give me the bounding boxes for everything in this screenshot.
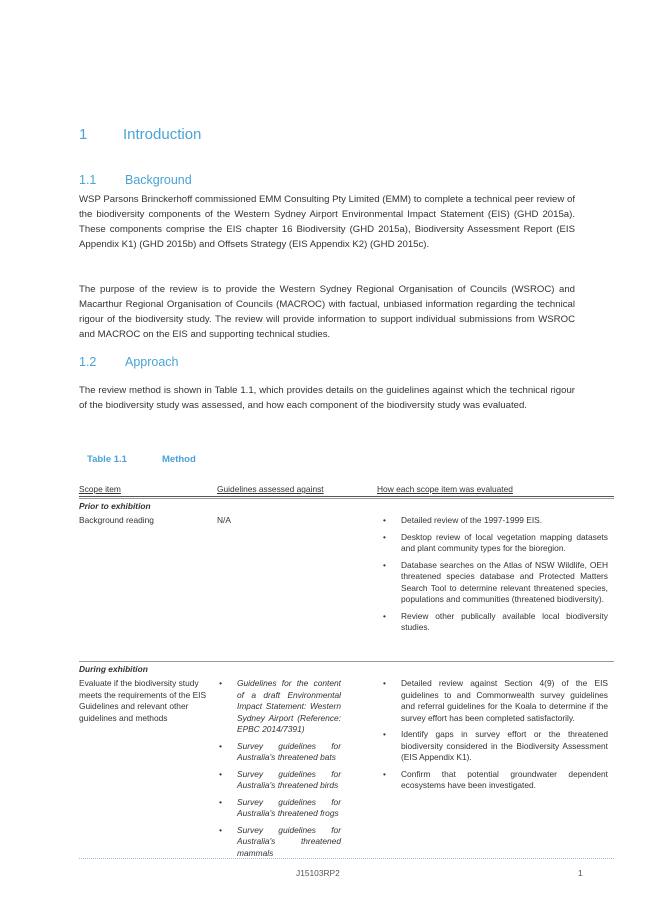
list-item: • Survey guidelines for Australia's threatened mammals xyxy=(213,825,341,860)
row2-guidelines-list xyxy=(213,678,341,864)
heading-introduction xyxy=(79,126,201,143)
row2-evaluated-list xyxy=(377,678,608,797)
heading-title: Background xyxy=(125,173,192,187)
list-item: • Identify gaps in survey effort or the threatened biodiversity considered in the Biodiversity Assessment (EIS Appendix K1). xyxy=(377,729,608,764)
table-number: Table 1.1 xyxy=(87,454,127,465)
list-item: • Survey guidelines for Australia's threatened frogs xyxy=(213,797,341,820)
footer-divider xyxy=(79,858,614,859)
heading-number: 1.2 xyxy=(79,355,97,369)
heading-title: Introduction xyxy=(123,126,202,143)
header-scope-item: Scope item xyxy=(79,484,121,494)
list-item: • Desktop review of local vegetation mapping datasets and plant community types for the bioregion. xyxy=(377,532,608,555)
header-guidelines: Guidelines assessed against xyxy=(217,484,324,494)
row1-scope: Background reading xyxy=(79,515,154,525)
list-item: • Survey guidelines for Australia's threatened birds xyxy=(213,769,341,792)
paragraph-approach: The review method is shown in Table 1.1, which provides details on the guidelines against which the technical rigour of the biodiversity study was assessed, and how each component of the biodiversity study was evaluated. xyxy=(79,385,575,411)
footer-reference: J15103RP2 xyxy=(296,868,340,878)
table-caption xyxy=(87,454,196,465)
header-evaluated: How each scope item was evaluated xyxy=(377,484,513,494)
list-item: • Confirm that potential groundwater dependent ecosystems have been investigated. xyxy=(377,769,608,792)
heading-background xyxy=(79,173,192,187)
footer-page-number: 1 xyxy=(578,868,583,878)
list-item: • Survey guidelines for Australia's threatened bats xyxy=(213,741,341,764)
list-item: • Detailed review against Section 4(9) of the EIS guidelines to and Commonwealth survey guidelines and referral guidelines for the Koala to determine if the survey effort has been completed satisfactorily. xyxy=(377,678,608,724)
row2-scope: Evaluate if the biodiversity study meets the requirements of the EIS Guidelines and relevant other guidelines and methods xyxy=(79,678,207,723)
section-during-exhibition: During exhibition xyxy=(79,661,614,676)
heading-approach xyxy=(79,355,179,369)
paragraph-background-2: The purpose of the review is to provide the Western Sydney Regional Organisation of Councils (WSROC) and Macarthur Regional Organisation of Councils (MACROC) with factual, unbiased information regarding the technical rigour of the biodiversity study. The review will provide information to support individual submissions from WSROC and MACROC on the EIS and supporting technical studies. xyxy=(79,284,575,340)
section-prior-to-exhibition: Prior to exhibition xyxy=(79,498,614,513)
list-item: • Database searches on the Atlas of NSW Wildlife, OEH threatened species database and Protected Matters Search Tool to determine relevant threatened species, populations and communities (threatened biodiversity). xyxy=(377,560,608,606)
heading-title: Approach xyxy=(125,355,179,369)
table-header-row xyxy=(79,482,614,497)
table-title: Method xyxy=(162,454,196,465)
list-item: • Detailed review of the 1997-1999 EIS. xyxy=(377,515,608,527)
heading-number: 1 xyxy=(79,126,88,143)
row1-guidelines: N/A xyxy=(217,515,231,525)
heading-number: 1.1 xyxy=(79,173,97,187)
row1-evaluated-list xyxy=(377,515,608,639)
list-item: • Guidelines for the content of a draft Environmental Impact Statement: Western Sydney Airport (Reference: EPBC 2014/7391) xyxy=(213,678,341,736)
paragraph-background-1: WSP Parsons Brinckerhoff commissioned EMM Consulting Pty Limited (EMM) to complete a technical peer review of the biodiversity components of the Western Sydney Airport Environmental Impact Statement (EIS) (GHD 2015a). These components comprise the EIS chapter 16 Biodiversity (GHD 2015a), Biodiversity Assessment Report (EIS Appendix K1) (GHD 2015b) and Offsets Strategy (EIS Appendix K2) (GHD 2015c). xyxy=(79,194,575,250)
list-item: • Review other publically available local biodiversity studies. xyxy=(377,611,608,634)
